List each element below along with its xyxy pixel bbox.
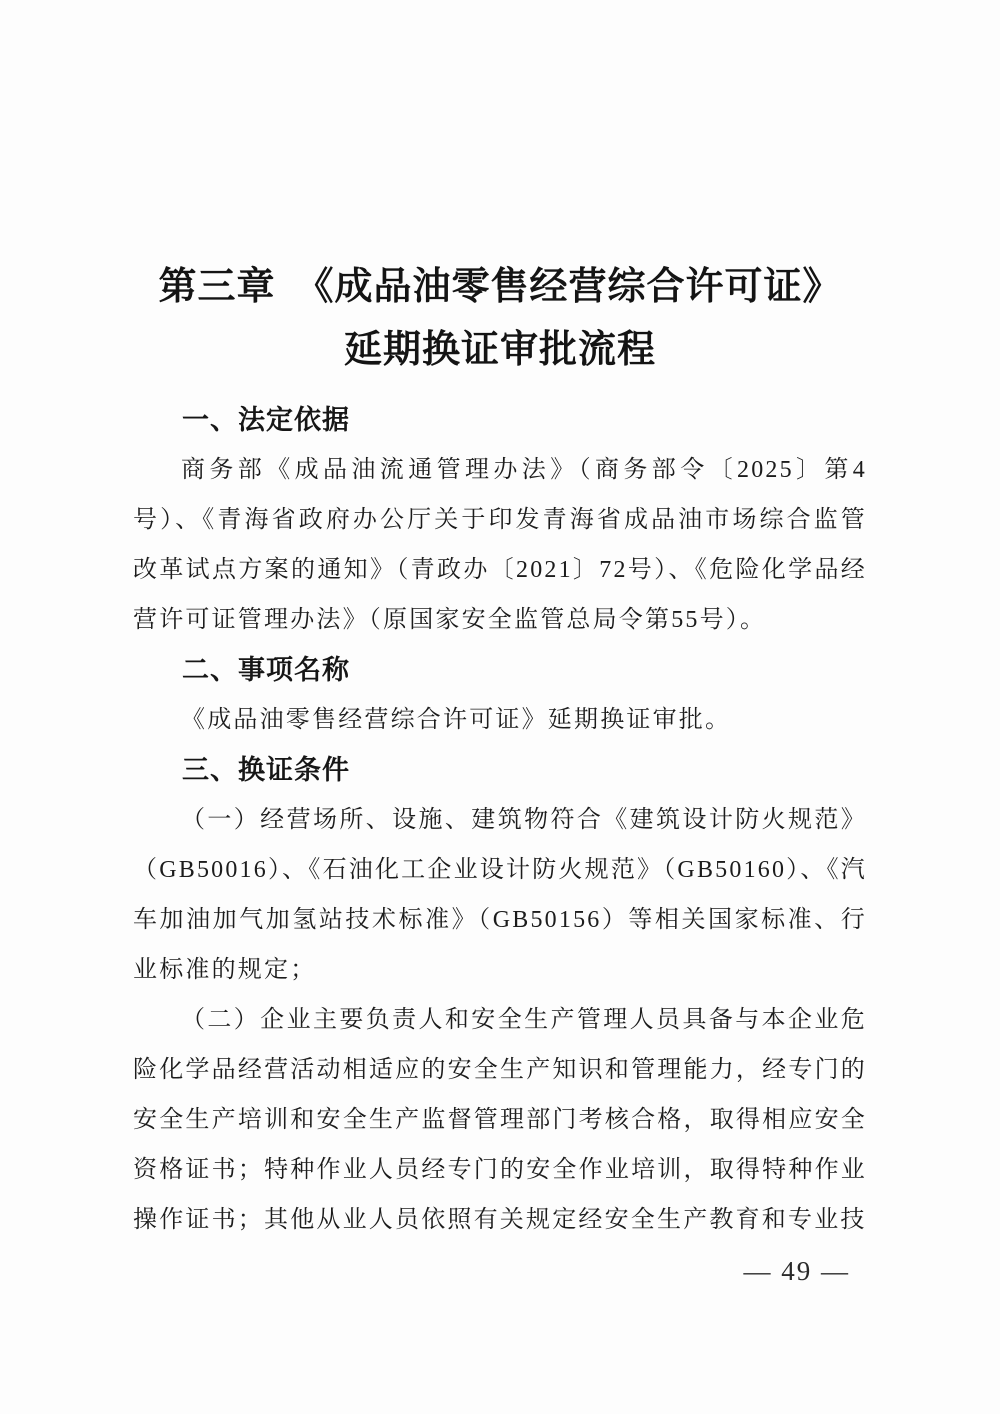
- chapter-title-line2: 延期换证审批流程: [343, 329, 656, 371]
- section-heading-legal-basis: 一、法定依据: [182, 405, 350, 435]
- paragraph-legal-basis: 商务部《成品油流通管理办法》（商务部令〔2025〕第4号）、《青海省政府办公厅关于印发青海省成品油市场综合监管改革试点方案的通知》（青政办〔2021〕72号）、《危险化学品经营许可证管理办法》（原国家安全监管总局令第55号）。: [133, 457, 867, 633]
- section-heading-item-name: 二、事项名称: [182, 655, 350, 685]
- paragraph-item-name: 《成品油零售经营综合许可证》延期换证审批。: [181, 707, 732, 733]
- chapter-title-line1: 第三章 《成品油零售经营综合许可证》: [158, 266, 842, 308]
- document-body: [133, 395, 867, 1245]
- paragraph-condition-2: （二）企业主要负责人和安全生产管理人员具备与本企业危险化学品经营活动相适应的安全生产知识和管理能力，经专门的安全生产培训和安全生产监督管理部门考核合格，取得相应安全资格证书；特种作业人员经专门的安全作业培训，取得特种作业操作证书；其他从业人员依照有关规定经安全生产教育和专业技: [133, 1007, 867, 1233]
- page-footer: [744, 1256, 851, 1287]
- paragraph-condition-1: （一）经营场所、设施、建筑物符合《建筑设计防火规范》（GB50016）、《石油化工企业设计防火规范》（GB50160）、《汽车加油加气加氢站技术标准》（GB50156）等相关国家标准、行业标准的规定；: [133, 807, 867, 983]
- page-number: — 49 —: [743, 1256, 850, 1286]
- section-heading-renewal-conditions: 三、换证条件: [182, 755, 350, 785]
- chapter-title: [0, 0, 1000, 382]
